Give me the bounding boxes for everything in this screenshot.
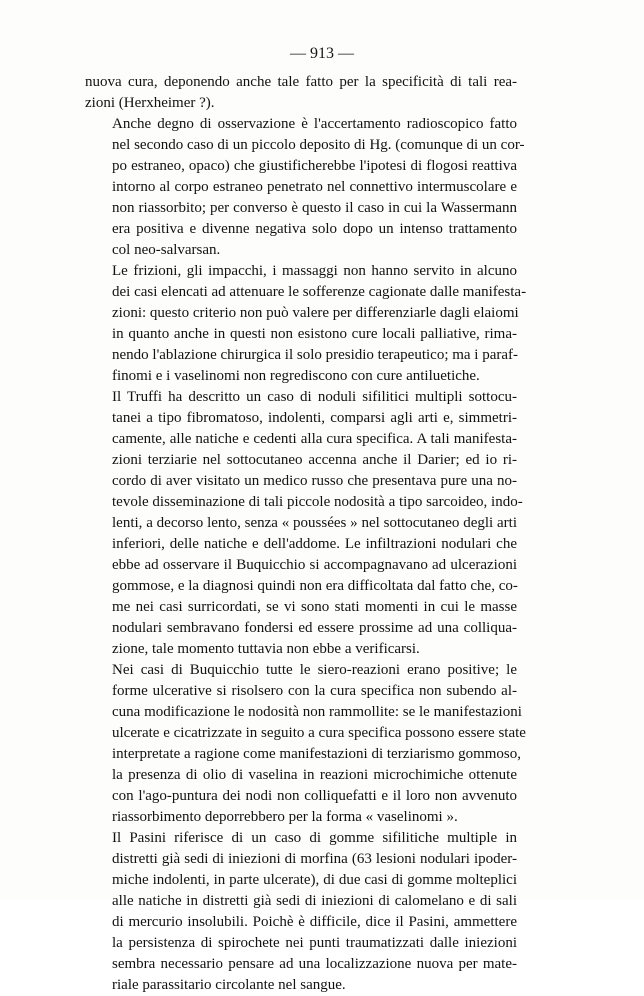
- paragraph: [85, 828, 517, 996]
- text-line: Le frizioni, gli impacchi, i massaggi non hanno servito in alcuno: [112, 263, 517, 279]
- text-line: cuna modificazione le nodosità non rammollite: se le manifestazioni: [112, 704, 522, 720]
- text-line: alle natiche in distretti già sedi di iniezioni di calomelano e di sali: [112, 893, 517, 909]
- text-line: interpretate a ragione come manifestazioni di terziarismo gommoso,: [112, 746, 522, 762]
- paragraph: [85, 72, 517, 114]
- text-line: gommose, e la diagnosi quindi non era difficoltata dal fatto che, co-: [112, 578, 518, 594]
- paragraph: [85, 660, 526, 828]
- text-line: Anche degno di osservazione è l'accertamento radioscopico fatto: [112, 116, 517, 132]
- text-line: tevole disseminazione di tali piccole nodosità a tipo sarcoideo, indo-: [112, 494, 523, 510]
- text-line: distretti già sedi di iniezioni di morfina (63 lesioni nodulari ipoder-: [112, 851, 517, 867]
- text-line: sembra necessario pensare ad una localizzazione nuova per mate-: [112, 956, 517, 972]
- text-line: nendo l'ablazione chirurgica il solo presidio terapeutico; ma i paraf-: [112, 347, 519, 363]
- text-line: non riassorbito; per converso è questo il caso in cui la Wassermann: [112, 200, 517, 216]
- text-line: riassorbimento deporrebbero per la forma « vaselinomi ».: [112, 809, 458, 825]
- text-line: zioni (Herxheimer ?).: [85, 95, 215, 111]
- text-line: Il Pasini riferisce di un caso di gomme sifilitiche multiple in: [112, 830, 517, 846]
- text-line: in quanto anche in questi non esistono cure locali palliative, rima-: [112, 326, 517, 342]
- text-line: la persistenza di spirochete nei punti traumatizzati dalle iniezioni: [112, 935, 517, 951]
- text-line: po estraneo, opaco) che giustificherebbe l'ipotesi di flogosi reattiva: [112, 158, 517, 174]
- text-line: nel secondo caso di un piccolo deposito di Hg. (comunque di un cor-: [112, 137, 525, 153]
- text-line: col neo-salvarsan.: [112, 242, 221, 258]
- text-line: tanei a tipo fibromatoso, indolenti, comparsi agli arti e, simmetri-: [112, 410, 517, 426]
- text-line: finomi e i vaselinomi non regrediscono con cure antiluetiche.: [112, 368, 480, 384]
- text-line: miche indolenti, in parte ulcerate), di due casi di gomme molteplici: [112, 872, 517, 888]
- page-number: — 913 —: [290, 45, 354, 62]
- text-line: ulcerate e cicatrizzate in seguito a cura specifica possono essere state: [112, 725, 526, 741]
- text-line: zioni: questo criterio non può valere per differenziarle dagli elaiomi: [112, 305, 519, 321]
- text-line: forme ulcerative si risolsero con la cura specifica non subendo al-: [112, 683, 517, 699]
- text-line: ebbe ad osservare il Buquicchio si accompagnavano ad ulcerazioni: [112, 557, 517, 573]
- paragraph: [85, 114, 525, 261]
- text-line: con l'ago-puntura dei nodi non colliquefatti e il loro non avvenuto: [112, 788, 517, 804]
- text-line: nodulari sembravano fondersi ed essere prossime ad una colliqua-: [112, 620, 517, 636]
- text-line: intorno al corpo estraneo penetrato nel connettivo intermuscolare e: [112, 179, 517, 195]
- text-line: cordo di aver visitato un medico russo che presentava pure una no-: [112, 473, 517, 489]
- text-line: inferiori, delle natiche e dell'addome. Le infiltrazioni nodulari che: [112, 536, 517, 552]
- text-line: Il Truffi ha descritto un caso di noduli sifilitici multipli sottocu-: [112, 389, 517, 405]
- text-line: dei casi elencati ad attenuare le sofferenze cagionate dalle manifesta-: [112, 284, 527, 300]
- text-line: lenti, a decorso lento, senza « poussées » nel sottocutaneo degli arti: [112, 515, 517, 531]
- text-line: zioni terziarie nel sottocutaneo accenna anche il Darier; ed io ri-: [112, 452, 517, 468]
- text-line: la presenza di olio di vaselina in reazioni microchimiche ottenute: [112, 767, 517, 783]
- paragraph: [85, 387, 523, 660]
- text-line: me nei casi surricordati, se vi sono stati momenti in cui le masse: [112, 599, 517, 615]
- text-line: zione, tale momento tuttavia non ebbe a verificarsi.: [112, 641, 420, 657]
- text-line: camente, alle natiche e cedenti alla cura specifica. A tali manifesta-: [112, 431, 517, 447]
- text-line: Nei casi di Buquicchio tutte le siero-reazioni erano positive; le: [112, 662, 517, 678]
- text-line: nuova cura, deponendo anche tale fatto per la specificità di tali rea-: [85, 74, 517, 90]
- text-line: di mercurio insolubili. Poichè è difficile, dice il Pasini, ammettere: [112, 914, 517, 930]
- text-line: riale parassitario circolante nel sangue.: [112, 977, 346, 993]
- body-text: [85, 72, 527, 996]
- paragraph: [85, 261, 527, 387]
- text-line: era positiva e divenne negativa solo dopo un intenso trattamento: [112, 221, 517, 237]
